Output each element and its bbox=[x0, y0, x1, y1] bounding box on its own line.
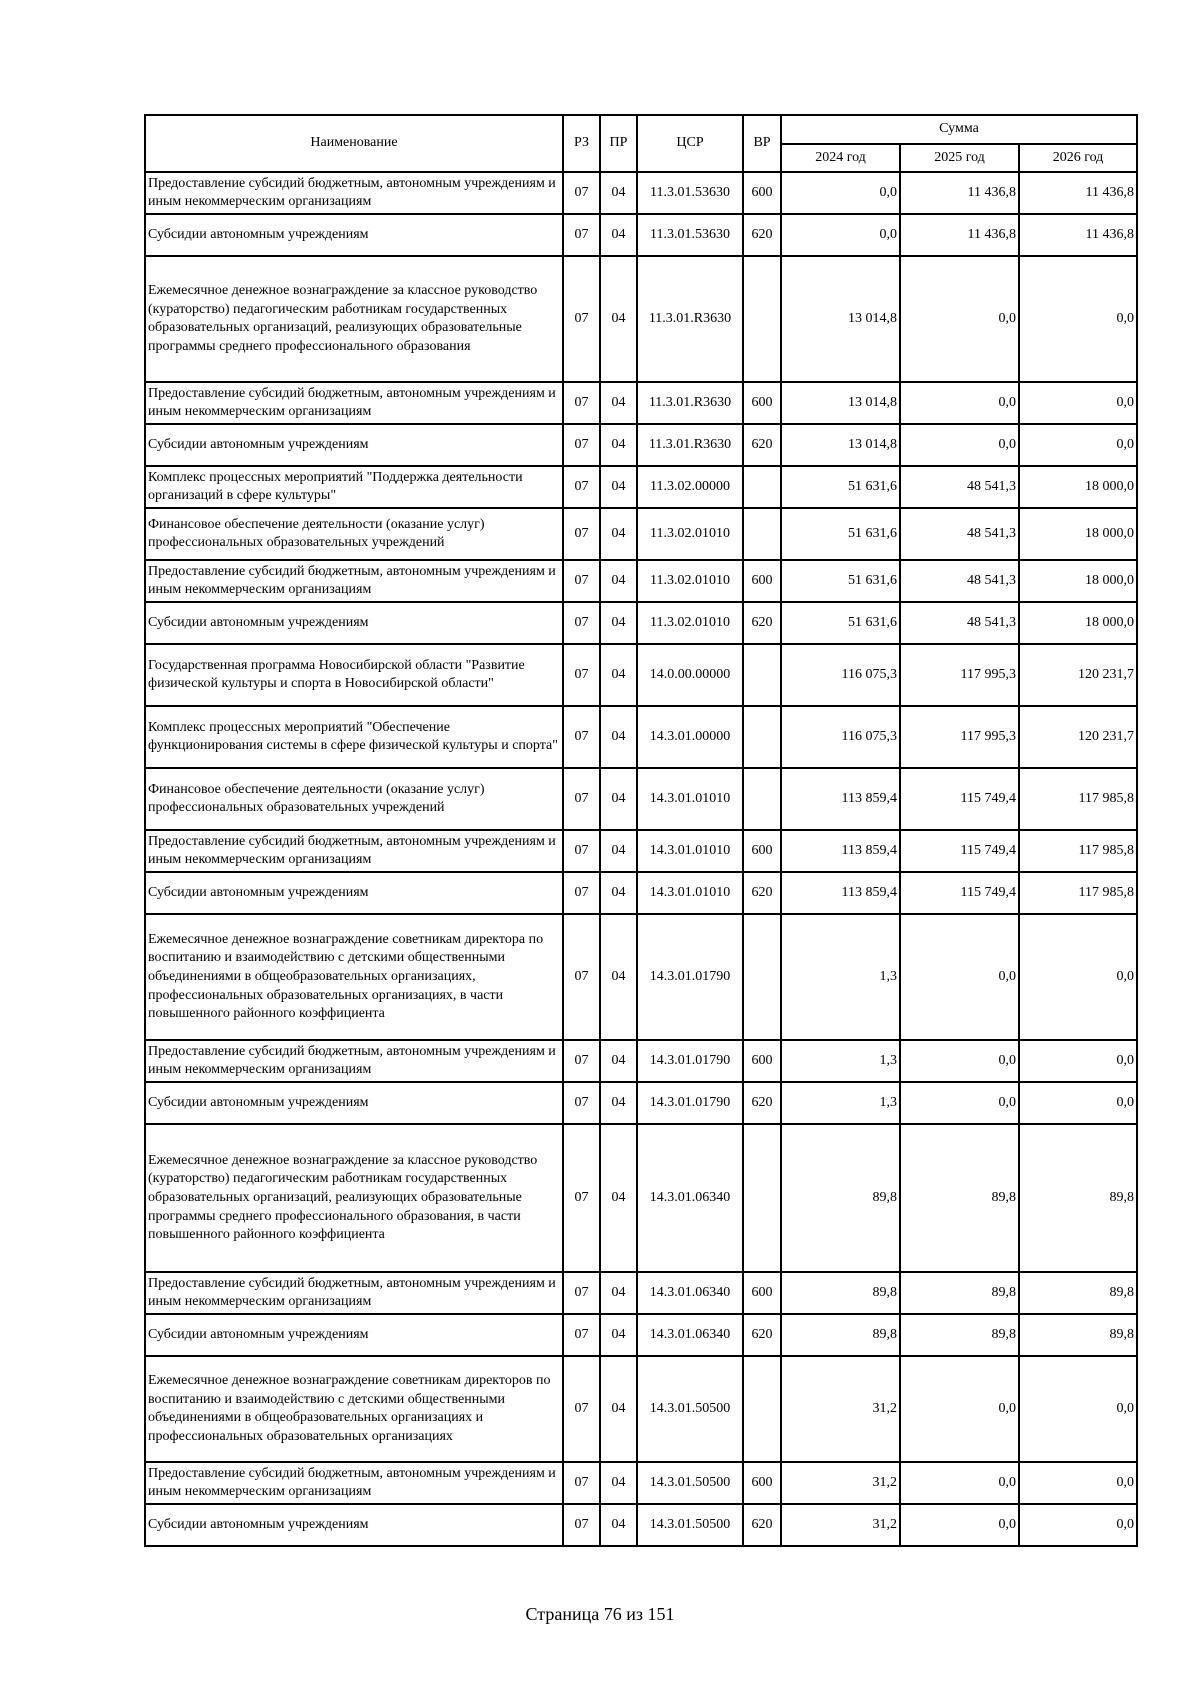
table-row bbox=[145, 830, 1137, 872]
row-amount-2025: 0,0 bbox=[900, 1462, 1019, 1504]
row-rz: 07 bbox=[563, 768, 600, 830]
row-vr bbox=[743, 914, 781, 1040]
row-csr: 14.3.01.01790 bbox=[637, 1082, 743, 1124]
row-name: Субсидии автономным учреждениям bbox=[145, 1504, 563, 1546]
row-name: Субсидии автономным учреждениям bbox=[145, 424, 563, 466]
row-vr bbox=[743, 466, 781, 508]
row-rz: 07 bbox=[563, 508, 600, 560]
row-amount-2026: 0,0 bbox=[1019, 1356, 1137, 1462]
row-amount-2025: 115 749,4 bbox=[900, 768, 1019, 830]
row-rz: 07 bbox=[563, 872, 600, 914]
table-row bbox=[145, 214, 1137, 256]
row-rz: 07 bbox=[563, 1504, 600, 1546]
row-rz: 07 bbox=[563, 172, 600, 214]
row-csr: 14.3.01.50500 bbox=[637, 1462, 743, 1504]
row-rz: 07 bbox=[563, 1356, 600, 1462]
header-year-2026: 2026 год bbox=[1019, 144, 1137, 173]
header-pr: ПР bbox=[600, 115, 637, 172]
row-pr: 04 bbox=[600, 872, 637, 914]
row-amount-2025: 48 541,3 bbox=[900, 508, 1019, 560]
row-name: Субсидии автономным учреждениям bbox=[145, 872, 563, 914]
table-row bbox=[145, 914, 1137, 1040]
row-vr bbox=[743, 1124, 781, 1272]
row-rz: 07 bbox=[563, 644, 600, 706]
row-rz: 07 bbox=[563, 914, 600, 1040]
table-row bbox=[145, 768, 1137, 830]
row-amount-2025: 48 541,3 bbox=[900, 560, 1019, 602]
row-amount-2025: 0,0 bbox=[900, 914, 1019, 1040]
row-rz: 07 bbox=[563, 1314, 600, 1356]
row-csr: 11.3.01.53630 bbox=[637, 172, 743, 214]
row-vr: 620 bbox=[743, 1314, 781, 1356]
row-csr: 11.3.02.01010 bbox=[637, 508, 743, 560]
row-csr: 14.3.01.06340 bbox=[637, 1124, 743, 1272]
row-csr: 11.3.02.01010 bbox=[637, 602, 743, 644]
row-rz: 07 bbox=[563, 1040, 600, 1082]
header-name: Наименование bbox=[145, 115, 563, 172]
row-rz: 07 bbox=[563, 830, 600, 872]
row-rz: 07 bbox=[563, 424, 600, 466]
row-vr: 600 bbox=[743, 1272, 781, 1314]
row-rz: 07 bbox=[563, 466, 600, 508]
row-amount-2024: 113 859,4 bbox=[781, 872, 900, 914]
row-name: Субсидии автономным учреждениям bbox=[145, 214, 563, 256]
row-amount-2024: 116 075,3 bbox=[781, 644, 900, 706]
table-row bbox=[145, 1356, 1137, 1462]
row-name: Субсидии автономным учреждениям bbox=[145, 1314, 563, 1356]
row-name: Государственная программа Новосибирской области "Развитие физической культуры и спорта в Новосибирской области" bbox=[145, 644, 563, 706]
row-amount-2025: 115 749,4 bbox=[900, 830, 1019, 872]
row-amount-2026: 0,0 bbox=[1019, 256, 1137, 382]
row-rz: 07 bbox=[563, 382, 600, 424]
header-rz: РЗ bbox=[563, 115, 600, 172]
row-csr: 14.0.00.00000 bbox=[637, 644, 743, 706]
row-name: Комплекс процессных мероприятий "Обеспечение функционирования системы в сфере физической культуры и спорта" bbox=[145, 706, 563, 768]
row-amount-2025: 117 995,3 bbox=[900, 706, 1019, 768]
row-vr: 600 bbox=[743, 560, 781, 602]
table-row bbox=[145, 382, 1137, 424]
row-pr: 04 bbox=[600, 172, 637, 214]
row-amount-2024: 31,2 bbox=[781, 1356, 900, 1462]
row-amount-2026: 89,8 bbox=[1019, 1124, 1137, 1272]
row-amount-2026: 120 231,7 bbox=[1019, 706, 1137, 768]
row-amount-2026: 11 436,8 bbox=[1019, 172, 1137, 214]
row-vr: 620 bbox=[743, 1082, 781, 1124]
row-vr bbox=[743, 768, 781, 830]
row-csr: 14.3.01.00000 bbox=[637, 706, 743, 768]
row-amount-2024: 0,0 bbox=[781, 214, 900, 256]
row-csr: 14.3.01.06340 bbox=[637, 1272, 743, 1314]
row-amount-2024: 89,8 bbox=[781, 1314, 900, 1356]
header-sum: Сумма bbox=[781, 115, 1137, 144]
row-name: Ежемесячное денежное вознаграждение советникам директора по воспитанию и взаимодействию с детскими общественными объединениями в общеобразовательных организациях, профессиональных образовательных организациях, в части повышенного районного коэффициента bbox=[145, 914, 563, 1040]
row-name: Предоставление субсидий бюджетным, автономным учреждениям и иным некоммерческим организациям bbox=[145, 382, 563, 424]
row-pr: 04 bbox=[600, 1082, 637, 1124]
row-name: Предоставление субсидий бюджетным, автономным учреждениям и иным некоммерческим организациям bbox=[145, 560, 563, 602]
row-pr: 04 bbox=[600, 1356, 637, 1462]
row-csr: 11.3.01.R3630 bbox=[637, 424, 743, 466]
row-amount-2025: 0,0 bbox=[900, 424, 1019, 466]
row-amount-2025: 11 436,8 bbox=[900, 172, 1019, 214]
table-row bbox=[145, 508, 1137, 560]
row-amount-2025: 0,0 bbox=[900, 256, 1019, 382]
row-amount-2026: 0,0 bbox=[1019, 424, 1137, 466]
row-rz: 07 bbox=[563, 602, 600, 644]
row-amount-2026: 0,0 bbox=[1019, 914, 1137, 1040]
row-pr: 04 bbox=[600, 1314, 637, 1356]
row-amount-2026: 117 985,8 bbox=[1019, 872, 1137, 914]
row-vr: 600 bbox=[743, 172, 781, 214]
row-rz: 07 bbox=[563, 1462, 600, 1504]
row-amount-2025: 115 749,4 bbox=[900, 872, 1019, 914]
row-csr: 11.3.01.R3630 bbox=[637, 256, 743, 382]
row-pr: 04 bbox=[600, 424, 637, 466]
row-pr: 04 bbox=[600, 1124, 637, 1272]
row-pr: 04 bbox=[600, 768, 637, 830]
row-vr: 620 bbox=[743, 602, 781, 644]
table-row bbox=[145, 602, 1137, 644]
row-amount-2026: 18 000,0 bbox=[1019, 602, 1137, 644]
row-amount-2025: 89,8 bbox=[900, 1314, 1019, 1356]
row-amount-2026: 0,0 bbox=[1019, 1040, 1137, 1082]
row-name: Ежемесячное денежное вознаграждение за классное руководство (кураторство) педагогическим работникам государственных образовательных организаций, реализующих образовательные программы среднего профессионального образования, в части повышенного районного коэффициента bbox=[145, 1124, 563, 1272]
row-pr: 04 bbox=[600, 602, 637, 644]
row-csr: 14.3.01.01790 bbox=[637, 1040, 743, 1082]
row-name: Предоставление субсидий бюджетным, автономным учреждениям и иным некоммерческим организациям bbox=[145, 1462, 563, 1504]
row-amount-2025: 11 436,8 bbox=[900, 214, 1019, 256]
row-name: Предоставление субсидий бюджетным, автономным учреждениям и иным некоммерческим организациям bbox=[145, 1272, 563, 1314]
row-vr bbox=[743, 706, 781, 768]
row-vr: 600 bbox=[743, 382, 781, 424]
row-csr: 14.3.01.06340 bbox=[637, 1314, 743, 1356]
table-row bbox=[145, 172, 1137, 214]
table-row bbox=[145, 466, 1137, 508]
row-amount-2024: 13 014,8 bbox=[781, 256, 900, 382]
row-amount-2024: 31,2 bbox=[781, 1504, 900, 1546]
table-row bbox=[145, 1124, 1137, 1272]
row-amount-2026: 0,0 bbox=[1019, 1462, 1137, 1504]
row-amount-2024: 51 631,6 bbox=[781, 560, 900, 602]
row-csr: 14.3.01.50500 bbox=[637, 1504, 743, 1546]
row-amount-2026: 89,8 bbox=[1019, 1314, 1137, 1356]
row-amount-2025: 48 541,3 bbox=[900, 602, 1019, 644]
row-amount-2025: 89,8 bbox=[900, 1124, 1019, 1272]
row-amount-2026: 89,8 bbox=[1019, 1272, 1137, 1314]
row-name: Комплекс процессных мероприятий "Поддержка деятельности организаций в сфере культуры" bbox=[145, 466, 563, 508]
budget-table bbox=[144, 114, 1138, 1547]
row-amount-2024: 1,3 bbox=[781, 914, 900, 1040]
row-vr bbox=[743, 256, 781, 382]
row-amount-2024: 51 631,6 bbox=[781, 508, 900, 560]
table-row bbox=[145, 1504, 1137, 1546]
row-amount-2026: 120 231,7 bbox=[1019, 644, 1137, 706]
table-row bbox=[145, 424, 1137, 466]
row-pr: 04 bbox=[600, 382, 637, 424]
row-vr bbox=[743, 1356, 781, 1462]
row-vr bbox=[743, 644, 781, 706]
header-csr: ЦСР bbox=[637, 115, 743, 172]
row-csr: 11.3.02.01010 bbox=[637, 560, 743, 602]
row-vr: 600 bbox=[743, 1462, 781, 1504]
row-amount-2026: 0,0 bbox=[1019, 1504, 1137, 1546]
row-pr: 04 bbox=[600, 560, 637, 602]
row-name: Предоставление субсидий бюджетным, автономным учреждениям и иным некоммерческим организациям bbox=[145, 830, 563, 872]
table-row bbox=[145, 1040, 1137, 1082]
row-rz: 07 bbox=[563, 1124, 600, 1272]
row-amount-2024: 13 014,8 bbox=[781, 424, 900, 466]
row-csr: 14.3.01.01010 bbox=[637, 872, 743, 914]
row-vr: 620 bbox=[743, 214, 781, 256]
row-amount-2024: 31,2 bbox=[781, 1462, 900, 1504]
row-csr: 14.3.01.50500 bbox=[637, 1356, 743, 1462]
row-amount-2024: 113 859,4 bbox=[781, 830, 900, 872]
table-row bbox=[145, 256, 1137, 382]
row-name: Ежемесячное денежное вознаграждение за классное руководство (кураторство) педагогическим работникам государственных образовательных организаций, реализующих образовательные программы среднего профессионального образования bbox=[145, 256, 563, 382]
row-vr: 620 bbox=[743, 424, 781, 466]
row-rz: 07 bbox=[563, 1082, 600, 1124]
row-amount-2024: 13 014,8 bbox=[781, 382, 900, 424]
row-csr: 14.3.01.01010 bbox=[637, 768, 743, 830]
row-vr: 620 bbox=[743, 1504, 781, 1546]
row-amount-2024: 89,8 bbox=[781, 1272, 900, 1314]
row-amount-2025: 0,0 bbox=[900, 382, 1019, 424]
row-amount-2025: 0,0 bbox=[900, 1504, 1019, 1546]
row-name: Финансовое обеспечение деятельности (оказание услуг) профессиональных образовательных учреждений bbox=[145, 768, 563, 830]
header-year-2025: 2025 год bbox=[900, 144, 1019, 173]
row-rz: 07 bbox=[563, 256, 600, 382]
row-amount-2026: 11 436,8 bbox=[1019, 214, 1137, 256]
row-pr: 04 bbox=[600, 256, 637, 382]
row-amount-2025: 0,0 bbox=[900, 1082, 1019, 1124]
row-pr: 04 bbox=[600, 214, 637, 256]
row-vr bbox=[743, 508, 781, 560]
row-amount-2025: 0,0 bbox=[900, 1040, 1019, 1082]
row-csr: 14.3.01.01790 bbox=[637, 914, 743, 1040]
row-name: Предоставление субсидий бюджетным, автономным учреждениям и иным некоммерческим организациям bbox=[145, 172, 563, 214]
row-amount-2026: 0,0 bbox=[1019, 1082, 1137, 1124]
row-name: Предоставление субсидий бюджетным, автономным учреждениям и иным некоммерческим организациям bbox=[145, 1040, 563, 1082]
table-body bbox=[145, 172, 1137, 1546]
row-amount-2026: 18 000,0 bbox=[1019, 508, 1137, 560]
row-name: Финансовое обеспечение деятельности (оказание услуг) профессиональных образовательных учреждений bbox=[145, 508, 563, 560]
table-row bbox=[145, 644, 1137, 706]
row-pr: 04 bbox=[600, 706, 637, 768]
row-pr: 04 bbox=[600, 1462, 637, 1504]
table-row bbox=[145, 1462, 1137, 1504]
table-row bbox=[145, 1272, 1137, 1314]
row-csr: 11.3.02.00000 bbox=[637, 466, 743, 508]
row-name: Ежемесячное денежное вознаграждение советникам директоров по воспитанию и взаимодействию с детскими общественными объединениями в общеобразовательных организациях и профессиональных образовательных организациях bbox=[145, 1356, 563, 1462]
row-amount-2025: 117 995,3 bbox=[900, 644, 1019, 706]
row-amount-2024: 1,3 bbox=[781, 1040, 900, 1082]
row-pr: 04 bbox=[600, 1504, 637, 1546]
row-pr: 04 bbox=[600, 1040, 637, 1082]
row-amount-2024: 1,3 bbox=[781, 1082, 900, 1124]
table-row bbox=[145, 706, 1137, 768]
row-pr: 04 bbox=[600, 1272, 637, 1314]
row-csr: 14.3.01.01010 bbox=[637, 830, 743, 872]
row-rz: 07 bbox=[563, 706, 600, 768]
row-pr: 04 bbox=[600, 644, 637, 706]
header-vr: ВР bbox=[743, 115, 781, 172]
table-row bbox=[145, 872, 1137, 914]
row-pr: 04 bbox=[600, 914, 637, 1040]
row-amount-2025: 0,0 bbox=[900, 1356, 1019, 1462]
row-vr: 600 bbox=[743, 830, 781, 872]
row-amount-2025: 48 541,3 bbox=[900, 466, 1019, 508]
row-amount-2025: 89,8 bbox=[900, 1272, 1019, 1314]
row-pr: 04 bbox=[600, 508, 637, 560]
row-name: Субсидии автономным учреждениям bbox=[145, 1082, 563, 1124]
row-amount-2024: 89,8 bbox=[781, 1124, 900, 1272]
table-row bbox=[145, 560, 1137, 602]
row-pr: 04 bbox=[600, 830, 637, 872]
row-vr: 600 bbox=[743, 1040, 781, 1082]
row-pr: 04 bbox=[600, 466, 637, 508]
row-csr: 11.3.01.R3630 bbox=[637, 382, 743, 424]
row-amount-2026: 0,0 bbox=[1019, 382, 1137, 424]
table-row bbox=[145, 1082, 1137, 1124]
row-amount-2024: 116 075,3 bbox=[781, 706, 900, 768]
row-amount-2026: 117 985,8 bbox=[1019, 768, 1137, 830]
row-vr: 620 bbox=[743, 872, 781, 914]
row-csr: 11.3.01.53630 bbox=[637, 214, 743, 256]
row-amount-2026: 18 000,0 bbox=[1019, 560, 1137, 602]
table-header bbox=[145, 115, 1137, 172]
row-rz: 07 bbox=[563, 214, 600, 256]
row-amount-2024: 113 859,4 bbox=[781, 768, 900, 830]
row-amount-2024: 0,0 bbox=[781, 172, 900, 214]
header-year-2024: 2024 год bbox=[781, 144, 900, 173]
row-rz: 07 bbox=[563, 560, 600, 602]
row-amount-2026: 117 985,8 bbox=[1019, 830, 1137, 872]
row-amount-2026: 18 000,0 bbox=[1019, 466, 1137, 508]
row-amount-2024: 51 631,6 bbox=[781, 466, 900, 508]
row-name: Субсидии автономным учреждениям bbox=[145, 602, 563, 644]
row-amount-2024: 51 631,6 bbox=[781, 602, 900, 644]
row-rz: 07 bbox=[563, 1272, 600, 1314]
page-number: Страница 76 из 151 bbox=[525, 1604, 675, 1624]
table-row bbox=[145, 1314, 1137, 1356]
